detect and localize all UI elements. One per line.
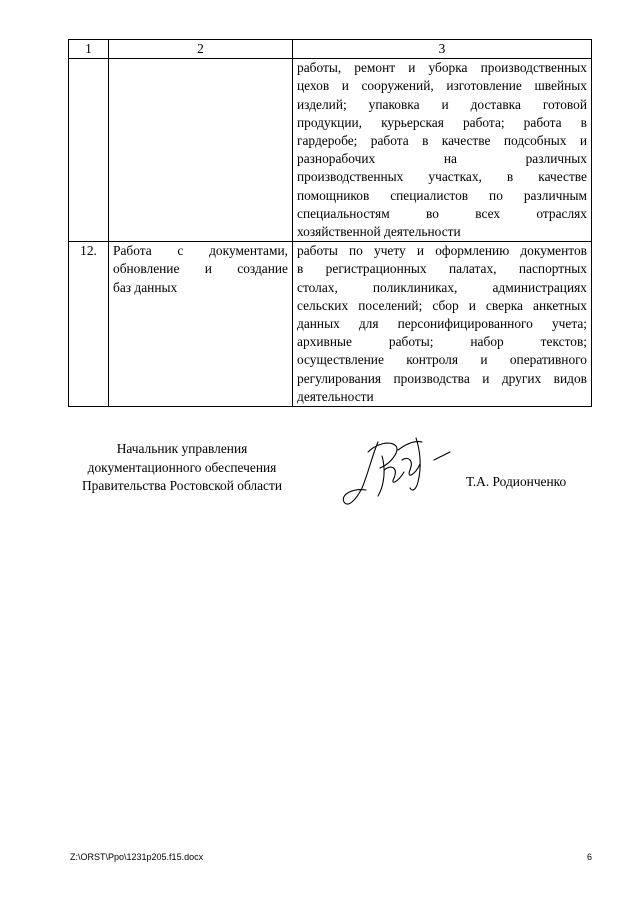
position-line: Правительства Ростовской области (81, 478, 283, 493)
description-line: изделий; упаковка и доставка готовой (297, 96, 587, 112)
table-header-cell: 2 (109, 40, 293, 59)
description-line: хозяйственной деятельности (297, 224, 461, 240)
description-line: продукции, курьерская работа; работа в (297, 114, 587, 130)
row-name (109, 242, 293, 407)
signatory-name: Т.А. Родионченко (466, 474, 567, 489)
name-line: обновление и создание (113, 261, 288, 277)
handwritten-signature (338, 430, 456, 514)
row-name (109, 59, 293, 242)
description-line: регулирования производства и других видов (297, 370, 587, 386)
description-line: данных для персонифицированного учета; (297, 316, 587, 332)
table-row (69, 59, 592, 242)
description-line: помощников специалистов по различным (297, 187, 587, 203)
description-line: гардеробе; работа в качестве подсобных и (297, 133, 587, 149)
document-table (68, 39, 592, 407)
row-number: 12. (69, 242, 109, 407)
description-line: производственных участках, в качестве (297, 169, 587, 185)
page-number: 6 (587, 852, 593, 862)
table-header-cell: 1 (69, 40, 109, 59)
description-line: сельских поселений; сбор и сверка анкетных (297, 297, 587, 313)
position-line: документационного обеспечения (87, 459, 277, 475)
row-description (293, 59, 592, 242)
description-line: осуществление контроля и оперативного (297, 352, 587, 368)
description-line: разнорабочих на различных (297, 151, 587, 167)
description-line: специальностям во всех отраслях (297, 205, 587, 221)
table-row (69, 242, 592, 407)
description-line: работы, ремонт и уборка производственных (297, 60, 587, 76)
table-header-row (69, 40, 592, 59)
row-description (293, 242, 592, 407)
row-number (69, 59, 109, 242)
description-line: деятельности (297, 388, 374, 404)
description-line: столах, поликлиниках, администрациях (297, 279, 587, 295)
description-line: цехов и сооружений, изготовление швейных (297, 78, 587, 94)
table-header-cell: 3 (293, 40, 592, 59)
name-line: Работа с документами, (113, 243, 288, 259)
description-line: архивные работы; набор текстов; (297, 334, 587, 350)
footer-file-path: Z:\ORST\Ppo\1231p205.f15.docx (70, 852, 204, 862)
description-line: в регистрационных палатах, паспортных (297, 261, 587, 277)
name-line: баз данных (113, 279, 178, 295)
signatory-position (64, 440, 300, 496)
description-line: работы по учету и оформлению документов (297, 243, 587, 259)
position-line: Начальник управления (116, 441, 248, 456)
